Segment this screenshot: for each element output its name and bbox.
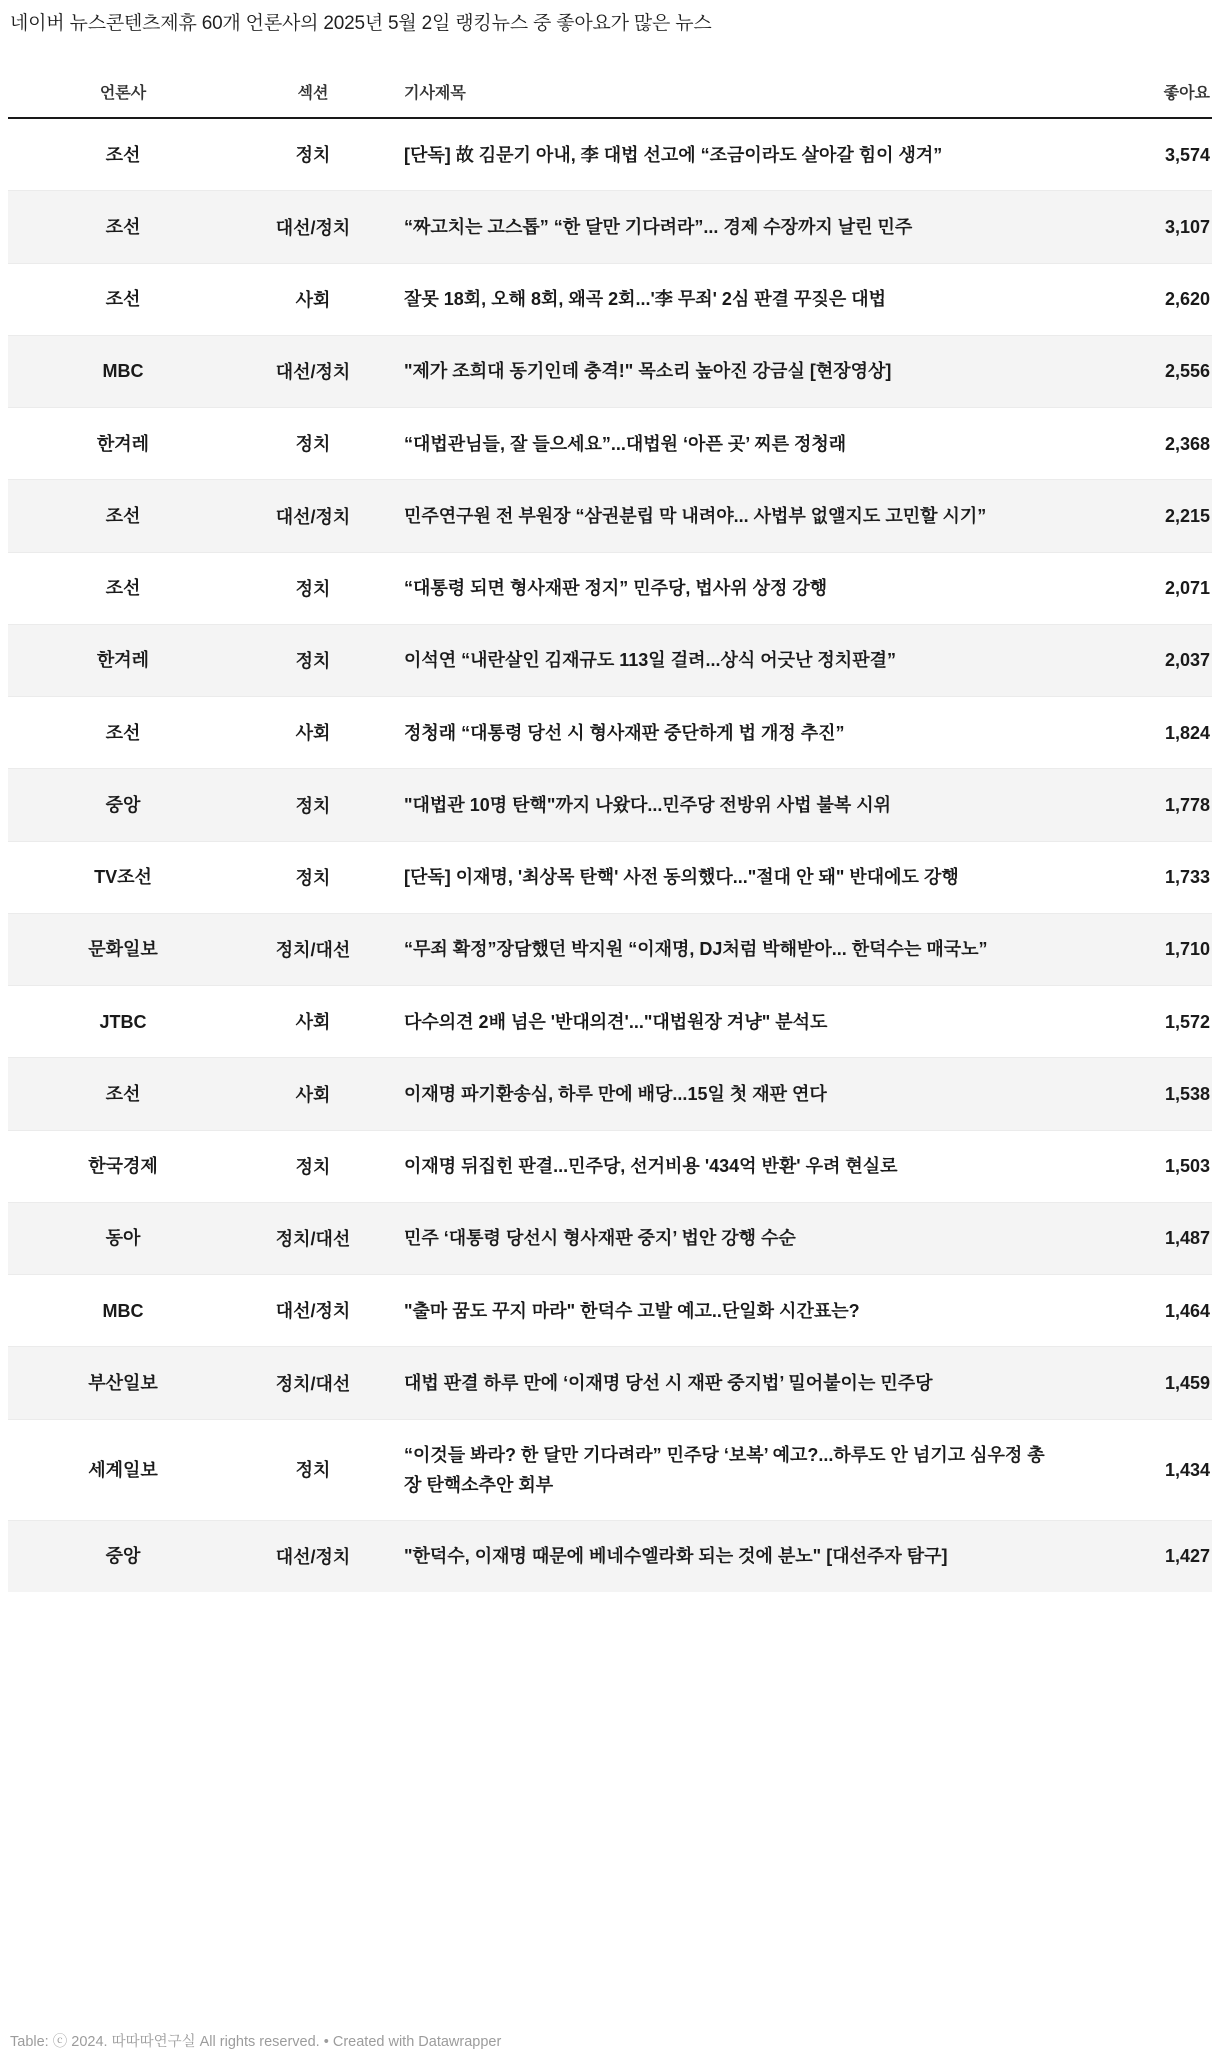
section-label: 정치/대선 [275,1229,351,1249]
article-title-cell: 이재명 뒤집힌 판결...민주당, 선거비용 '434억 반환' 우려 현실로 [388,1130,1092,1202]
section-cell [238,1347,388,1419]
section-label: 대선/정치 [275,1301,351,1322]
section-cell [238,118,388,191]
article-title-cell: 대법 판결 하루 만에 ‘이재명 당선 시 재판 중지법’ 밀어붙이는 민주당 [388,1347,1092,1419]
section-label: 대선/정치 [275,362,351,382]
article-title-cell: [단독] 故 김문기 아내, 李 대법 선고에 “조금이라도 살아갈 힘이 생겨” [404,144,943,165]
section-cell [238,1058,388,1130]
press-cell: 한겨레 [8,624,238,696]
article-title-cell: "대법관 10명 탄핵"까지 나왔다...민주당 전방위 사법 불복 시위 [388,769,1092,841]
press-cell: 한겨레 [8,408,238,480]
section-cell [238,263,388,335]
datawrapper-credit-link[interactable]: Created with Datawrapper [332,2034,502,2050]
press-cell: JTBC [8,986,238,1058]
section-cell [238,697,388,769]
article-title-cell: 이석연 “내란살인 김재규도 113일 걸려...상식 어긋난 정치판결” [388,624,1092,696]
section-label: 정치 [295,1460,331,1481]
table-row [8,1058,1212,1130]
likes-count-cell: 2,368 [1092,408,1212,480]
article-title-cell: “대법관님들, 잘 들으세요”...대법원 ‘아픈 곳’ 찌른 정청래 [388,408,1092,480]
section-cell [238,1520,388,1592]
section-cell [238,913,388,985]
table-header [8,68,1212,118]
section-label: 사회 [295,1084,331,1105]
section-cell [238,335,388,407]
article-title-cell: [단독] 이재명, '최상목 탄핵' 사전 동의했다..."절대 안 돼" 반대에도 강행 [388,841,1092,913]
section-label: 정치 [295,145,331,166]
section-cell [238,1275,388,1347]
column-header-section: 섹션 [238,68,388,118]
table-row [8,1130,1212,1202]
table-row [8,552,1212,624]
likes-count-cell: 1,572 [1092,986,1212,1058]
footer-separator: • [319,2034,333,2050]
section-label: 정치 [295,867,331,888]
likes-count-cell: 1,778 [1092,769,1212,841]
likes-count-cell: 1,503 [1092,1130,1212,1202]
article-title-cell: “짜고치는 고스톱” “한 달만 기다려라”... 경제 수장까지 날린 민주 [388,191,1092,263]
table-header-row [8,68,1212,118]
press-cell: TV조선 [8,841,238,913]
likes-count-cell: 2,620 [1092,263,1212,335]
article-title-cell: 이재명 파기환송심, 하루 만에 배당...15일 첫 재판 연다 [388,1058,1092,1130]
column-header-likes: 좋아요 [1092,68,1212,118]
likes-count-cell: 1,733 [1092,841,1212,913]
press-cell: 부산일보 [8,1347,238,1419]
table-row [8,335,1212,407]
press-cell: 한국경제 [8,1130,238,1202]
press-cell: 세계일보 [8,1419,238,1520]
press-cell: 조선 [105,144,141,165]
table-row [8,263,1212,335]
likes-count-cell: 1,464 [1092,1275,1212,1347]
table-row [8,118,1212,191]
column-header-article-title: 기사제목 [388,68,1092,118]
press-cell: MBC [8,335,238,407]
article-title-cell: “이것들 봐라? 한 달만 기다려라” 민주당 ‘보복’ 예고?...하루도 안 넘기고 심우정 총장 탄핵소추안 회부 [388,1419,1092,1520]
attribution-footer [10,2032,501,2052]
table-row [8,1202,1212,1274]
press-cell: 조선 [8,191,238,263]
section-label: 정치 [295,1156,331,1177]
table-row [8,986,1212,1058]
press-cell: 동아 [8,1202,238,1274]
article-title-cell: “무죄 확정”장담했던 박지원 “이재명, DJ처럼 박해받아... 한덕수는 매국노” [388,913,1092,985]
table-row [8,191,1212,263]
section-cell [238,624,388,696]
likes-count-cell: 1,427 [1092,1520,1212,1592]
section-cell [238,408,388,480]
table-row [8,1347,1212,1419]
section-label: 사회 [295,1012,331,1033]
table-row [8,697,1212,769]
press-cell: 중앙 [8,1520,238,1592]
press-cell: 중앙 [8,769,238,841]
press-cell: 문화일보 [8,913,238,985]
section-label: 정치 [295,795,331,816]
likes-count-cell: 3,107 [1092,191,1212,263]
article-title-cell: "제가 조희대 동기인데 충격!" 목소리 높아진 강금실 [현장영상] [388,335,1092,407]
table-row [8,408,1212,480]
press-cell: 조선 [8,1058,238,1130]
section-cell [238,480,388,552]
section-cell [238,1202,388,1274]
press-cell: 조선 [8,263,238,335]
likes-count-cell: 1,487 [1092,1202,1212,1274]
section-label: 정치/대선 [275,1373,351,1394]
section-label: 대선/정치 [275,217,351,238]
table-row [8,841,1212,913]
likes-count-cell: 1,710 [1092,913,1212,985]
section-label: 정치 [295,578,331,599]
section-label: 사회 [295,723,331,744]
column-header-press: 언론사 [8,68,238,118]
section-cell [238,191,388,263]
likes-count-cell: 1,824 [1092,697,1212,769]
section-label: 정치 [295,651,331,671]
press-cell: 조선 [8,480,238,552]
article-title-cell: “대통령 되면 형사재판 정지” 민주당, 법사위 상정 강행 [388,552,1092,624]
press-cell: MBC [8,1275,238,1347]
table-row [8,769,1212,841]
section-cell [238,1419,388,1520]
likes-count-cell: 2,215 [1092,480,1212,552]
article-title-cell: 민주 ‘대통령 당선시 형사재판 중지’ 법안 강행 수순 [388,1202,1092,1274]
section-cell [238,986,388,1058]
page-title: 네이버 뉴스콘텐츠제휴 60개 언론사의 2025년 5월 2일 랭킹뉴스 중 좋아요가 많은 뉴스 [10,13,712,34]
article-title-cell: 정청래 “대통령 당선 시 형사재판 중단하게 법 개정 추진” [388,697,1092,769]
section-cell [238,769,388,841]
likes-count-cell: 1,538 [1092,1058,1212,1130]
ranking-news-table [8,68,1212,1592]
section-label: 정치 [295,434,331,455]
article-title-cell: 다수의견 2배 넘은 '반대의견'..."대법원장 겨냥" 분석도 [388,986,1092,1058]
table-row [8,480,1212,552]
table-row [8,624,1212,696]
press-cell: 조선 [8,552,238,624]
section-cell [238,841,388,913]
section-label: 사회 [295,289,331,310]
likes-count-cell: 3,574 [1164,144,1210,165]
section-label: 대선/정치 [275,1546,351,1567]
article-title-cell: "한덕수, 이재명 때문에 베네수엘라화 되는 것에 분노" [대선주자 탐구] [388,1520,1092,1592]
article-title-cell: "출마 꿈도 꾸지 마라" 한덕수 고발 예고..단일화 시간표는? [388,1275,1092,1347]
table-row [8,1419,1212,1520]
table-row [8,913,1212,985]
likes-count-cell: 2,071 [1092,552,1212,624]
section-cell [238,552,388,624]
section-label: 정치/대선 [275,940,351,960]
article-title-cell: 민주연구원 전 부원장 “삼권분립 막 내려야... 사법부 없앨지도 고민할 시기” [388,480,1092,552]
press-cell: 조선 [8,697,238,769]
likes-count-cell: 1,434 [1092,1419,1212,1520]
section-cell [238,1130,388,1202]
article-title-cell: 잘못 18회, 오해 8회, 왜곡 2회...'李 무죄' 2심 판결 꾸짖은 대법 [388,263,1092,335]
table-row [8,1520,1212,1592]
section-label: 대선/정치 [275,506,351,527]
likes-count-cell: 2,037 [1092,624,1212,696]
table-row [8,1275,1212,1347]
likes-count-cell: 1,459 [1092,1347,1212,1419]
footer-copyright: Table: ⓒ 2024. 따따따연구실 All rights reserved. [10,2034,320,2050]
table-body [8,118,1212,1592]
likes-count-cell: 2,556 [1092,335,1212,407]
